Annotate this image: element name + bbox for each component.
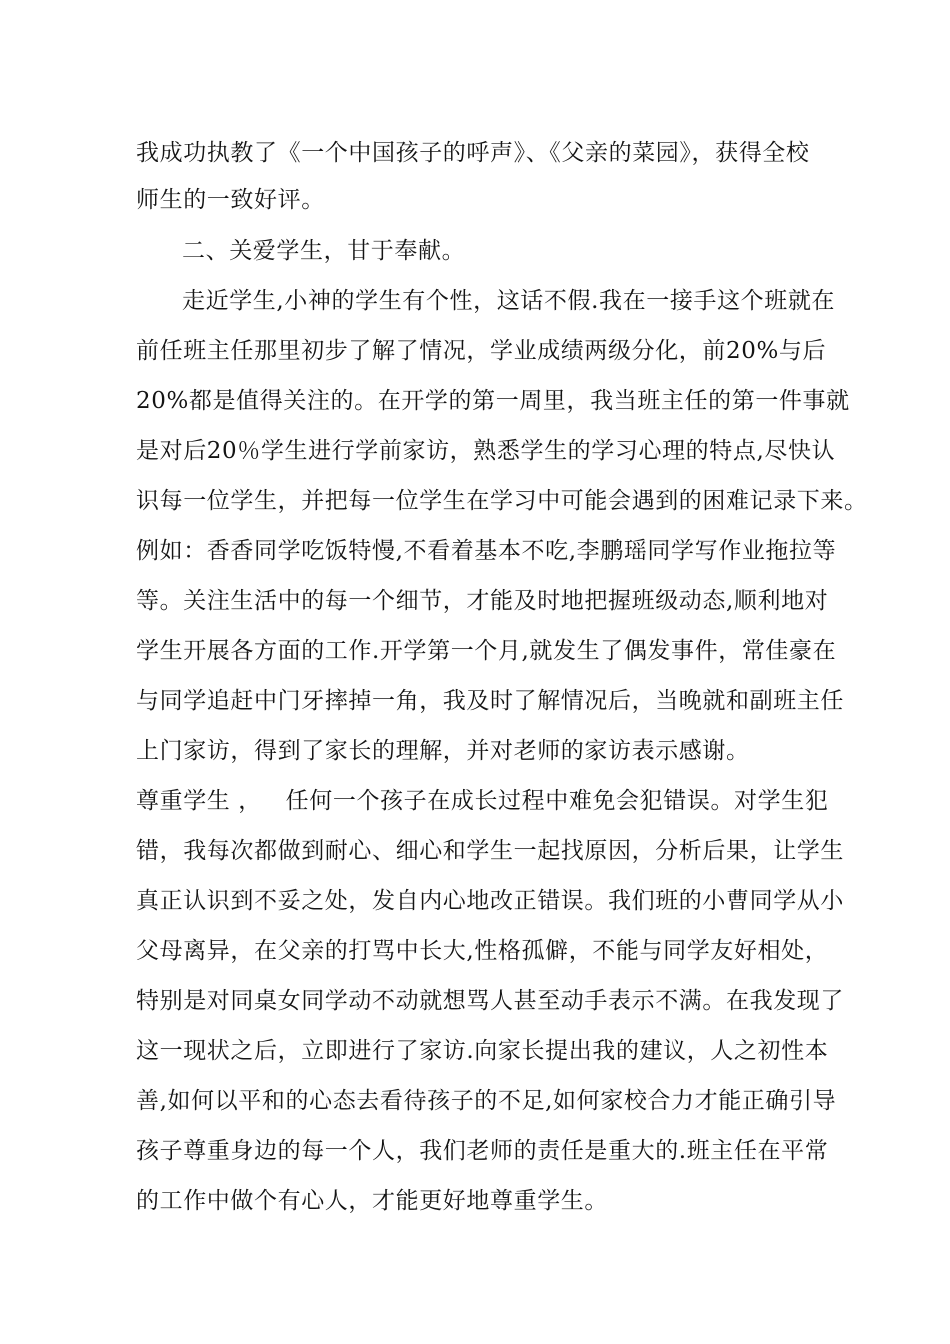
body-line: 师生的一致好评。 (136, 187, 325, 213)
body-line: 等。关注生活中的每一个细节，才能及时地把握班级动态,顺利地对 (136, 588, 829, 614)
body-line: 学生开展各方面的工作.开学第一个月,就发生了偶发事件，常佳豪在 (136, 638, 837, 664)
body-line: 这一现状之后，立即进行了家访.向家长提出我的建议，人之初性本 (136, 1038, 829, 1064)
body-line: 善,如何以平和的心态去看待孩子的不足,如何家校合力才能正确引导 (136, 1088, 837, 1114)
body-line: 例如：香香同学吃饭特慢,不看着基本不吃,李鹏瑶同学写作业拖拉等 (136, 538, 837, 564)
body-line: 孩子尊重身边的每一个人，我们老师的责任是重大的.班主任在平常 (136, 1138, 829, 1164)
body-line: 与同学追赶中门牙摔掉一角，我及时了解情况后，当晚就和副班主任 (136, 688, 844, 714)
body-line: 错，我每次都做到耐心、细心和学生一起找原因，分析后果，让学生 (136, 838, 844, 864)
section-heading: 二、关爱学生，甘于奉献。 (182, 238, 466, 264)
body-line: 尊重学生 ， 任何一个孩子在成长过程中难免会犯错误。对学生犯 (136, 788, 829, 814)
body-line: 上门家访，得到了家长的理解，并对老师的家访表示感谢。 (136, 738, 750, 764)
body-line: 前任班主任那里初步了解了情况，学业成绩两级分化，前20%与后 (136, 338, 827, 364)
body-line: 是对后20％学生进行学前家访，熟悉学生的学习心理的特点,尽快认 (136, 438, 836, 464)
body-line: 真正认识到不妥之处，发自内心地改正错误。我们班的小曹同学从小 (136, 888, 844, 914)
body-line: 父母离异，在父亲的打骂中长大,性格孤僻，不能与同学友好相处， (136, 938, 829, 964)
body-line: 20%都是值得关注的。在开学的第一周里，我当班主任的第一件事就 (136, 388, 850, 414)
body-line: 特别是对同桌女同学动不动就想骂人甚至动手表示不满。在我发现了 (136, 988, 844, 1014)
body-line: 走近学生,小神的学生有个性，这话不假.我在一接手这个班就在 (182, 288, 836, 314)
body-line: 识每一位学生，并把每一位学生在学习中可能会遇到的困难记录下来。 (136, 488, 868, 514)
body-line: 我成功执教了《一个中国孩子的呼声》、《父亲的菜园》，获得全校 (136, 140, 810, 166)
body-line: 的工作中做个有心人，才能更好地尊重学生。 (136, 1188, 608, 1214)
